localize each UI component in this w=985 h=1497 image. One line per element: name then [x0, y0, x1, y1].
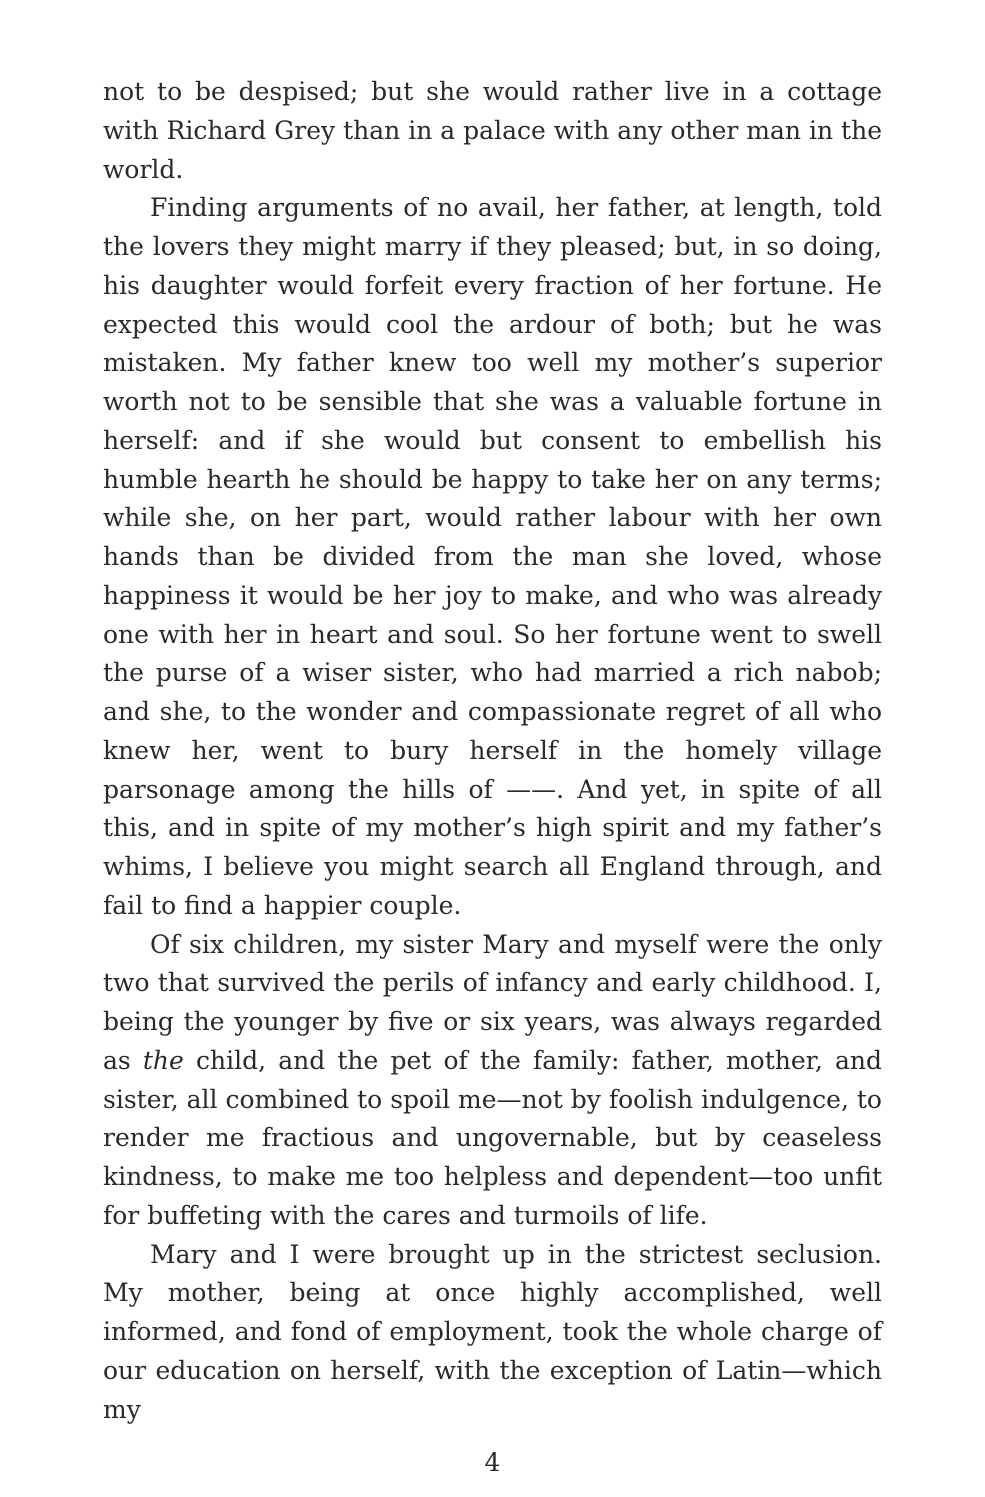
paragraph	[103, 1236, 882, 1430]
paragraph-text: Finding arguments of no avail, her father, at length, told the lovers they might marry if they pleased; but, in so doing, his daughter would forfeit every fraction of her fortune. He expected this would cool the ardour of both; but he was mistaken. My father knew too well my mother’s superior worth not to be sensible that she was a valuable fortune in herself: and if she would but consent to embellish his humble hearth he should be happy to take her on any terms; while she, on her part, would rather labour with her own hands than be divided from the man she loved, whose happiness it would be her joy to make, and who was already one with her in heart and soul. So her fortune went to swell the purse of a wiser sister, who had married a rich nabob; and she, to the wonder and compassionate regret of all who knew her, went to bury herself in the homely village parsonage among the hills of ——. And yet, in spite of all this, and in spite of my mother’s high spirit and my father’s whims, I believe you might search all England through, and fail to find a happier couple.	[103, 193, 882, 920]
paragraph-text: Mary and I were brought up in the strictest seclusion. My mother, being at once highly accomplished, well informed, and fond of employment, took the whole charge of our education on herself, with the exception of Latin—which my	[103, 1239, 882, 1424]
body-text	[103, 73, 882, 1429]
paragraph-text: Of six children, my sister Mary and myself were the only two that survived the perils of infancy and early childhood. I, being the younger by five or six years, was always regarded as	[103, 929, 882, 1075]
paragraph	[103, 926, 882, 1236]
paragraph	[103, 73, 882, 189]
paragraph	[103, 189, 882, 925]
paragraph-text: child, and the pet of the family: father, mother, and sister, all combined to spoil me—not by foolish indulgence, to render me fractious and ungovernable, but by ceaseless kindness, to make me too helpless and dependent—too unfit for buffeting with the cares and turmoils of life.	[103, 1045, 882, 1230]
paragraph-text: not to be despised; but she would rather live in a cottage with Richard Grey than in a palace with any other man in the world.	[103, 77, 882, 184]
page-number: 4	[484, 1448, 501, 1477]
emphasis-text: the	[142, 1045, 184, 1075]
